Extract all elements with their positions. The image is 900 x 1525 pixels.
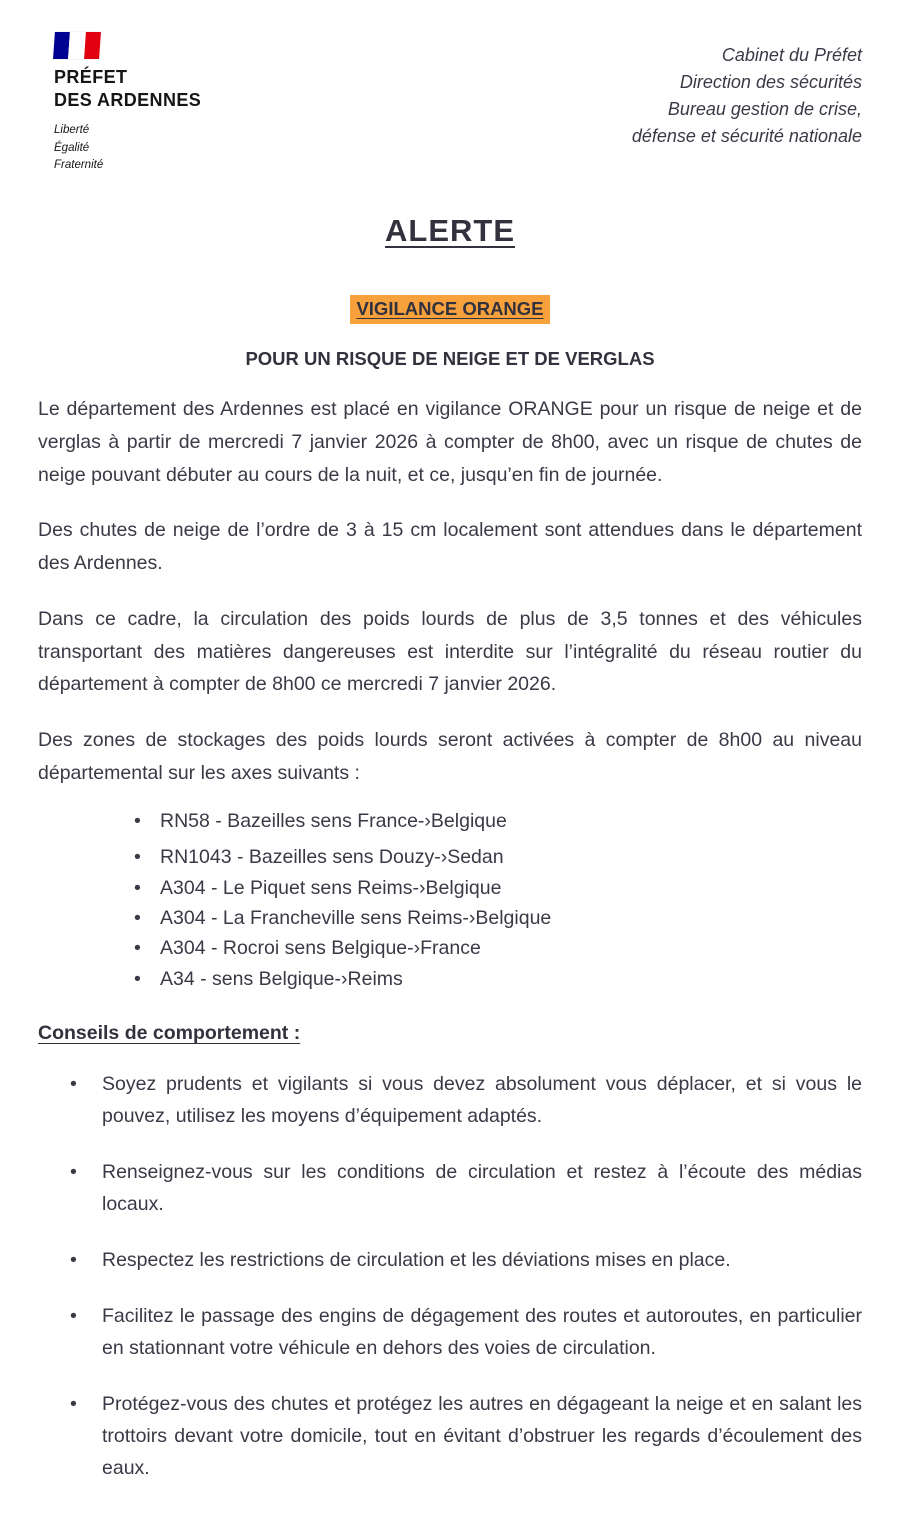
advice-text: Soyez prudents et vigilants si vous devez absolument vous déplacer, et si vous le pouvez, utilisez les moyens d’équipement adaptés. [102, 1073, 862, 1128]
office-line-2: Direction des sécurités [679, 72, 862, 92]
document-title [38, 213, 862, 249]
office-line-3: Bureau gestion de crise, [667, 99, 862, 119]
vigilance-banner [38, 295, 862, 324]
bullet-icon: • [134, 846, 141, 869]
motto-egalite: Égalité [54, 141, 90, 154]
advice-text: Respectez les restrictions de circulation et les déviations mises en place. [102, 1249, 731, 1272]
advice-list [38, 1069, 862, 1485]
document-body [38, 393, 862, 790]
paragraph-1: Le département des Ardennes est placé en vigilance ORANGE pour un risque de neige et de verglas à partir de mercredi 7 janvier 2026 à compter de 8h00, avec un risque de chutes de neige pouvant débuter au cours de la nuit, et ce, jusqu’en fin de journée. [38, 398, 862, 486]
axis-label: A304 - Le Piquet sens Reims-›Belgique [160, 876, 502, 899]
list-item [134, 806, 862, 836]
motto-fraternite: Fraternité [54, 159, 104, 172]
list-item [134, 964, 862, 994]
bullet-icon: • [134, 809, 141, 832]
list-item [134, 933, 862, 963]
list-item [38, 1301, 862, 1365]
vigilance-orange-text: VIGILANCE ORANGE [356, 298, 544, 320]
bullet-icon: • [134, 937, 141, 960]
list-item [38, 1245, 862, 1277]
bullet-icon [38, 1301, 102, 1365]
prefecture-name [54, 66, 201, 113]
axis-label: RN58 - Bazeilles sens France-›Belgique [160, 809, 507, 832]
risk-subtitle: POUR UN RISQUE DE NEIGE ET DE VERGLAS [245, 348, 655, 370]
advice-text: Protégez-vous des chutes et protégez les autres en dégageant la neige et en salant les trottoirs devant votre domicile, tout en évitant d’obstruer les regards d’écoulement des eaux. [102, 1392, 862, 1479]
bullet-icon: • [134, 906, 141, 929]
republic-motto [54, 122, 201, 175]
storage-axes-list [134, 806, 862, 994]
bullet-icon [38, 1069, 102, 1133]
axis-label: RN1043 - Bazeilles sens Douzy-›Sedan [160, 846, 504, 869]
advice-text: Facilitez le passage des engins de dégagement des routes et autoroutes, en particulier en stationnant votre véhicule en dehors des voies de circulation. [102, 1305, 862, 1359]
office-line-1: Cabinet du Préfet [721, 45, 862, 65]
list-item [134, 873, 862, 903]
bullet-icon [38, 1389, 102, 1485]
advice-section-heading [38, 1022, 862, 1045]
office-line-4: défense et sécurité nationale [631, 126, 862, 146]
bullet-icon [38, 1245, 102, 1277]
document-title-text: ALERTE [385, 213, 515, 249]
bullet-icon: • [134, 967, 141, 990]
prefecture-name-line1: PRÉFET [54, 67, 128, 87]
french-flag-icon [53, 32, 101, 59]
prefecture-logo [38, 28, 201, 175]
axis-label: A304 - La Francheville sens Reims-›Belgique [160, 906, 552, 929]
flag-red-stripe [84, 32, 101, 59]
advice-text: Renseignez-vous sur les conditions de circulation et restez à l’écoute des médias locaux. [102, 1161, 862, 1216]
list-item [134, 903, 862, 933]
bullet-icon [38, 1157, 102, 1221]
motto-liberte: Liberté [54, 123, 90, 136]
paragraph-3: Dans ce cadre, la circulation des poids lourds de plus de 3,5 tonnes et des véhicules transportant des matières dangereuses est interdite sur l’intégralité du réseau routier du département à compter de 8h00 ce mercredi 7 janvier 2026. [38, 607, 862, 696]
paragraph-4: Des zones de stockages des poids lourds seront activées à compter de 8h00 au niveau départemental sur les axes suivants : [38, 729, 862, 784]
list-item [134, 842, 862, 872]
list-item [38, 1157, 862, 1221]
prefecture-name-line2: DES ARDENNES [54, 90, 202, 111]
advice-heading-text: Conseils de comportement : [38, 1022, 301, 1045]
axis-label: A304 - Rocroi sens Belgique-›France [160, 937, 481, 960]
list-item [38, 1069, 862, 1133]
axis-label: A34 - sens Belgique-›Reims [160, 967, 403, 990]
bullet-icon: • [134, 876, 141, 899]
document-header [38, 28, 862, 175]
paragraph-2: Des chutes de neige de l’ordre de 3 à 15 cm localement sont attendues dans le département des Ardennes. [38, 519, 862, 575]
list-item [38, 1389, 862, 1485]
vigilance-orange-highlight [350, 295, 549, 324]
issuing-office [632, 28, 862, 150]
